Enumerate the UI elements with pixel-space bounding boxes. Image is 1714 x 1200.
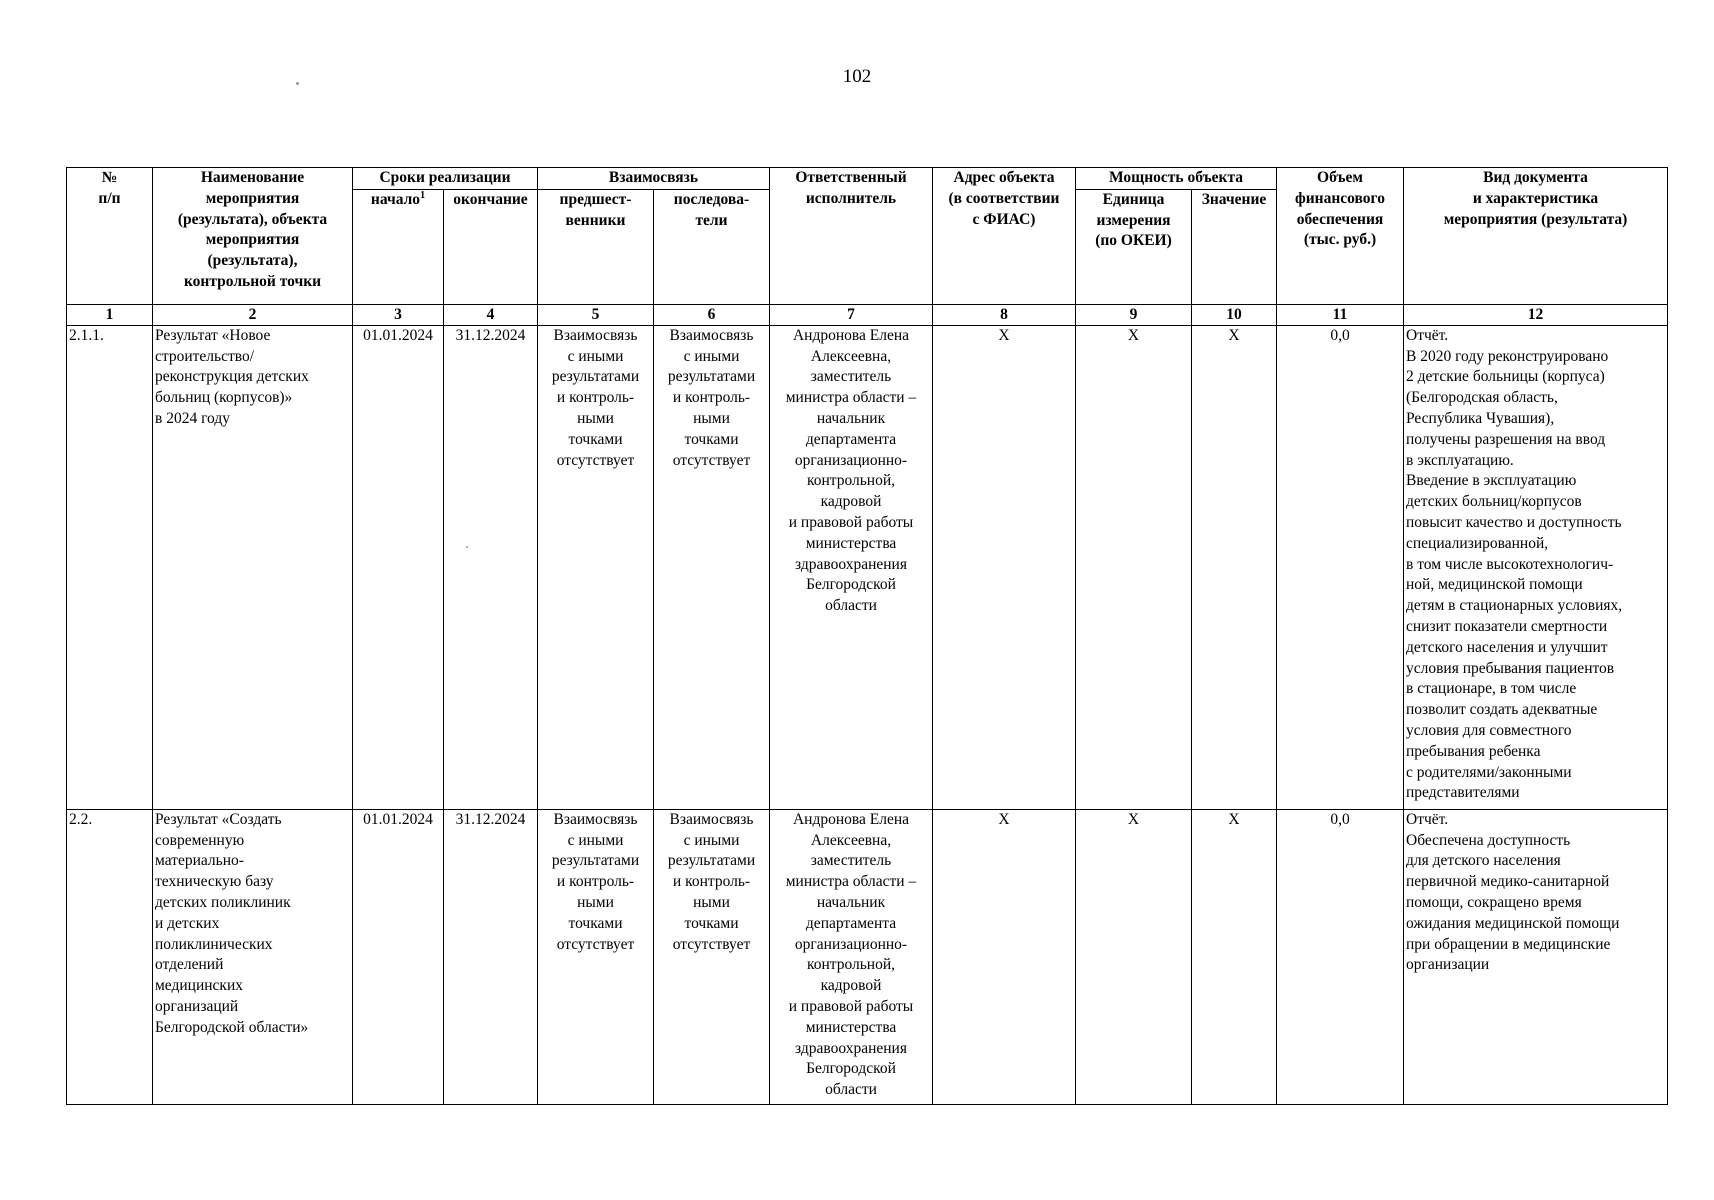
scan-speck (296, 82, 299, 85)
value: X (1192, 325, 1277, 809)
page-number: 102 (842, 66, 872, 87)
column-number: 7 (770, 304, 933, 325)
header-address: Адрес объекта (в соответствии с ФИАС) (933, 168, 1076, 305)
header-link: Взаимосвязь (538, 168, 770, 190)
end-date: 31.12.2024 (444, 325, 538, 809)
header-start-label: начало (370, 190, 421, 208)
header-start (353, 189, 444, 304)
header-power: Мощность объекта (1076, 168, 1277, 190)
column-number: 2 (153, 304, 353, 325)
column-number: 8 (933, 304, 1076, 325)
header-document: Вид документа и характеристика мероприятия (результата) (1404, 168, 1668, 305)
column-number: 11 (1277, 304, 1404, 325)
predecessors: Взаимосвязь с иными результатами и контроль- ными точками отсутствует (538, 809, 654, 1104)
address: X (933, 809, 1076, 1104)
start-date: 01.01.2024 (353, 809, 444, 1104)
header-num: № п/п (67, 168, 153, 305)
address: X (933, 325, 1076, 809)
table-row (67, 325, 1668, 809)
document-description: Отчёт. Обеспечена доступность для детского населения первичной медико-санитарной помощи, сокращено время ожидания медицинской помощи при обращении в медицинские организации (1404, 809, 1668, 1104)
column-number: 5 (538, 304, 654, 325)
header-financing: Объем финансового обеспечения (тыс. руб.) (1277, 168, 1404, 305)
unit: X (1076, 325, 1192, 809)
successors: Взаимосвязь с иными результатами и контроль- ными точками отсутствует (654, 325, 770, 809)
column-number: 4 (444, 304, 538, 325)
unit: X (1076, 809, 1192, 1104)
header-value: Значение (1192, 189, 1277, 304)
column-number: 9 (1076, 304, 1192, 325)
row-number: 2.1.1. (67, 325, 153, 809)
header-unit: Единица измерения (по ОКЕИ) (1076, 189, 1192, 304)
responsible: Андронова Елена Алексеевна, заместитель министра области – начальник департамента организационно- контрольной, кадровой и правовой работы министерства здравоохранения Белгородской области (770, 325, 933, 809)
value: X (1192, 809, 1277, 1104)
header-end: окончание (444, 189, 538, 304)
start-date: 01.01.2024 (353, 325, 444, 809)
financing: 0,0 (1277, 325, 1404, 809)
result-name: Результат «Создать современную материально- техническую базу детских поликлиник и детских поликлинических отделений медицинских организаций Белгородской области» (153, 809, 353, 1104)
header-name: Наименование мероприятия (результата), объекта мероприятия (результата), контрольной точки (153, 168, 353, 305)
document-description: Отчёт. В 2020 году реконструировано 2 детские больницы (корпуса) (Белгородская область, Республика Чувашия), получены разрешения на ввод в эксплуатацию. Введение в эксплуатацию детских больниц/корпусов повысит качество и доступность специализированной, в том числе высокотехнологич- ной, медицинской помощи детям в стационарных условиях, снизит показатели смертности детского населения и улучшит условия пребывания пациентов в стационаре, в том числе позволит создать адекватные условия для совместного пребывания ребенка с родителями/законными представителями (1404, 325, 1668, 809)
responsible: Андронова Елена Алексеевна, заместитель министра области – начальник департамента организационно- контрольной, кадровой и правовой работы министерства здравоохранения Белгородской области (770, 809, 933, 1104)
column-number: 1 (67, 304, 153, 325)
header-start-footnote: 1 (420, 189, 426, 201)
header-terms: Сроки реализации (353, 168, 538, 190)
row-number: 2.2. (67, 809, 153, 1104)
successors: Взаимосвязь с иными результатами и контроль- ными точками отсутствует (654, 809, 770, 1104)
plan-table (66, 167, 1668, 1105)
column-number-row (67, 304, 1668, 325)
table-row (67, 809, 1668, 1104)
column-number: 3 (353, 304, 444, 325)
column-number: 12 (1404, 304, 1668, 325)
end-date: 31.12.2024 (444, 809, 538, 1104)
header-predecessors: предшест- венники (538, 189, 654, 304)
predecessors: Взаимосвязь с иными результатами и контроль- ными точками отсутствует (538, 325, 654, 809)
result-name: Результат «Новое строительство/ реконструкция детских больниц (корпусов)» в 2024 году (153, 325, 353, 809)
header-responsible: Ответственный исполнитель (770, 168, 933, 305)
column-number: 6 (654, 304, 770, 325)
header-row (67, 168, 1668, 190)
column-number: 10 (1192, 304, 1277, 325)
header-successors: последова- тели (654, 189, 770, 304)
financing: 0,0 (1277, 809, 1404, 1104)
